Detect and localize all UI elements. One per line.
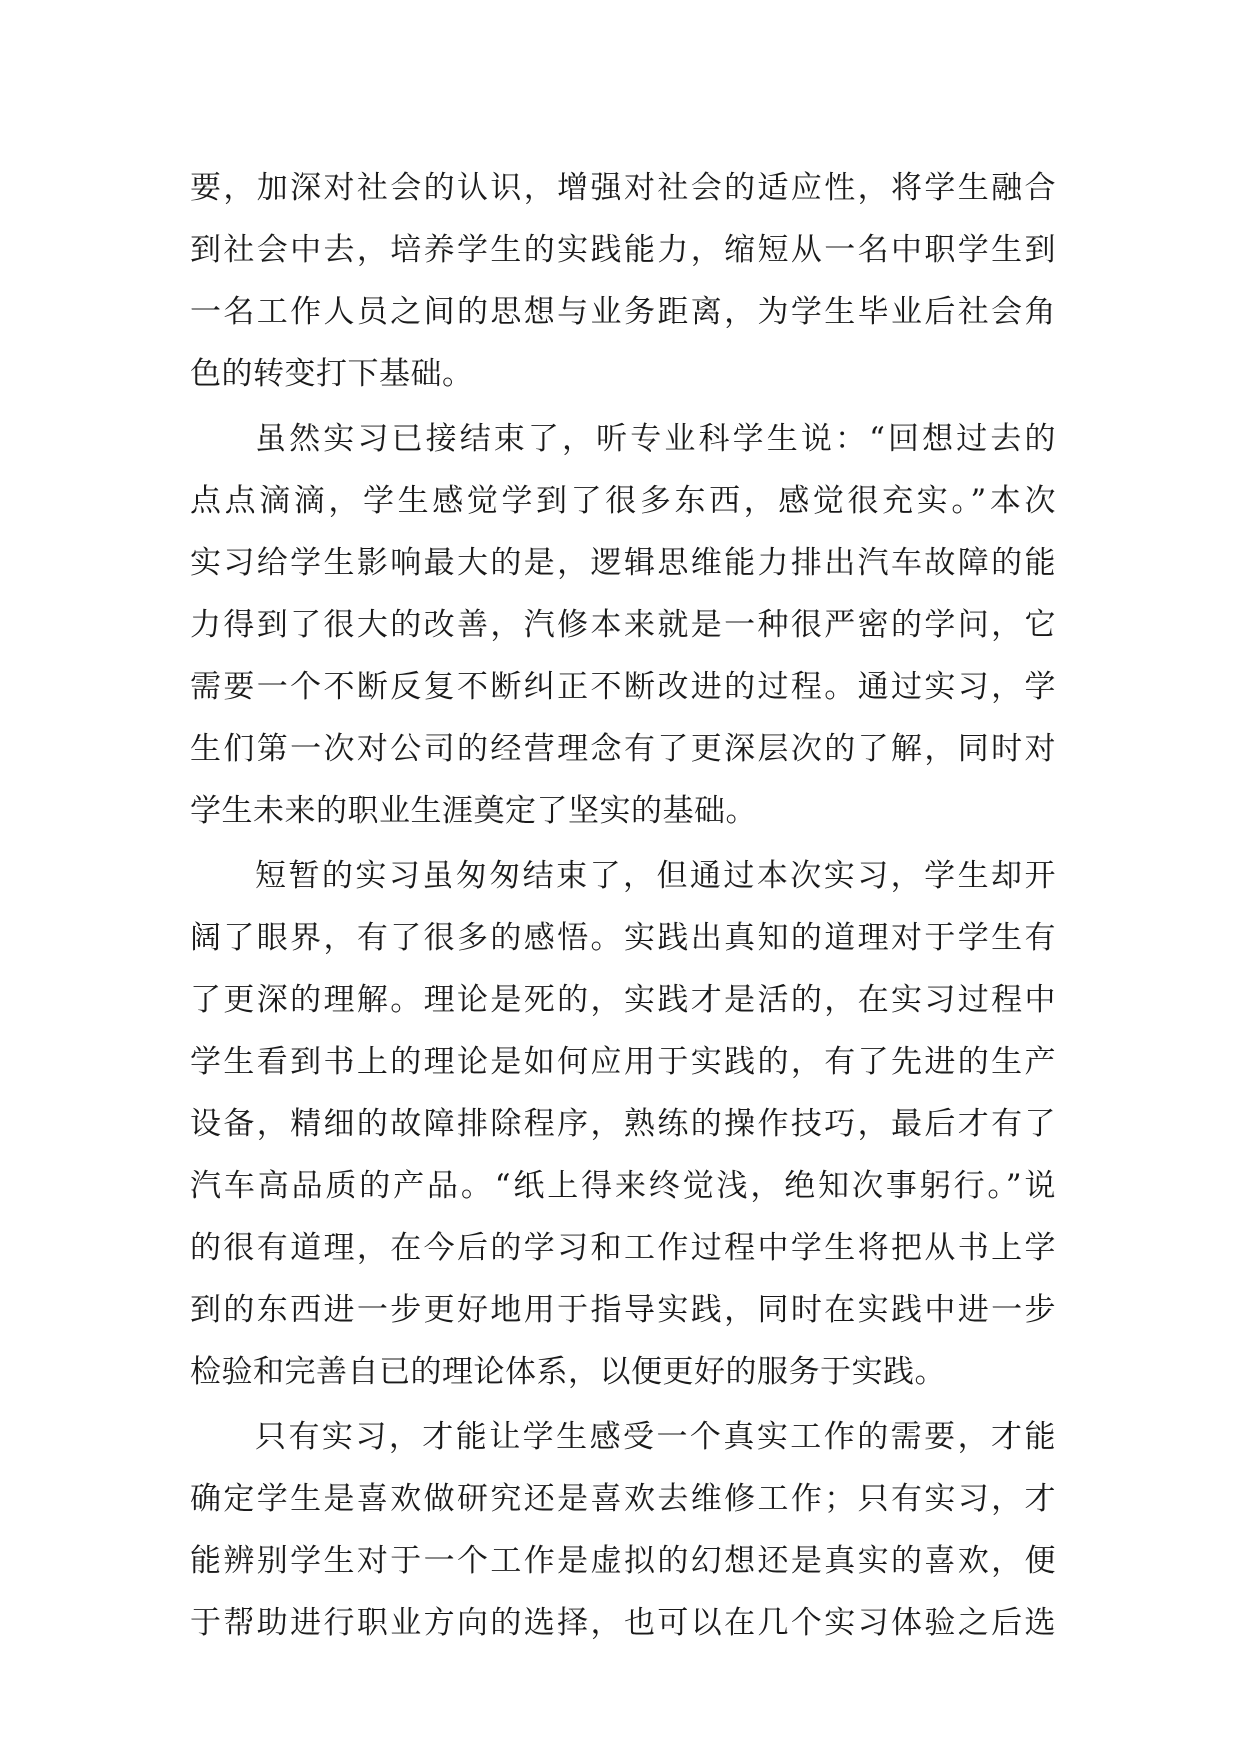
text-line: 确定学生是喜欢做研究还是喜欢去维修工作；只有实习，才 [190, 1481, 1056, 1517]
text-line: 需要一个不断反复不断纠正不断改进的过程。通过实习，学 [190, 669, 1056, 705]
text-line: 学生未来的职业生涯奠定了坚实的基础。 [190, 793, 757, 829]
text-line: 点点滴滴，学生感觉学到了很多东西，感觉很充实。”本次 [190, 483, 1056, 519]
body-text [190, 157, 1056, 1654]
text-line: 要，加深对社会的认识，增强对社会的适应性，将学生融合 [190, 170, 1056, 206]
text-line: 实习给学生影响最大的是，逻辑思维能力排出汽车故障的能 [190, 545, 1056, 581]
text-line: 力得到了很大的改善，汽修本来就是一种很严密的学问，它 [190, 607, 1056, 643]
text-line: 的很有道理，在今后的学习和工作过程中学生将把从书上学 [190, 1230, 1056, 1266]
text-line: 于帮助进行职业方向的选择，也可以在几个实习体验之后选 [190, 1605, 1056, 1641]
text-line: 汽车高品质的产品。“纸上得来终觉浅，绝知次事躬行。”说 [190, 1168, 1056, 1204]
text-line: 设备，精细的故障排除程序，熟练的操作技巧，最后才有了 [190, 1106, 1056, 1142]
text-line: 一名工作人员之间的思想与业务距离，为学生毕业后社会角 [190, 294, 1056, 330]
text-line: 生们第一次对公司的经营理念有了更深层次的了解，同时对 [190, 731, 1056, 767]
text-line: 学生看到书上的理论是如何应用于实践的，有了先进的生产 [190, 1044, 1056, 1080]
text-line: 检验和完善自已的理论体系，以便更好的服务于实践。 [190, 1354, 946, 1390]
text-line: 色的转变打下基础。 [190, 356, 474, 392]
text-line: 只有实习，才能让学生感受一个真实工作的需要，才能 [255, 1419, 1056, 1455]
text-line: 阔了眼界，有了很多的感悟。实践出真知的道理对于学生有 [190, 920, 1056, 956]
text-line: 到社会中去，培养学生的实践能力，缩短从一名中职学生到 [190, 232, 1056, 268]
text-line: 到的东西进一步更好地用于指导实践，同时在实践中进一步 [190, 1292, 1056, 1328]
text-line: 了更深的理解。理论是死的，实践才是活的，在实习过程中 [190, 982, 1056, 1018]
text-line: 虽然实习已接结束了，听专业科学生说：“回想过去的 [255, 421, 1056, 457]
text-line: 短暂的实习虽匆匆结束了，但通过本次实习，学生却开 [255, 858, 1056, 894]
text-line: 能辨别学生对于一个工作是虚拟的幻想还是真实的喜欢，便 [190, 1543, 1056, 1579]
